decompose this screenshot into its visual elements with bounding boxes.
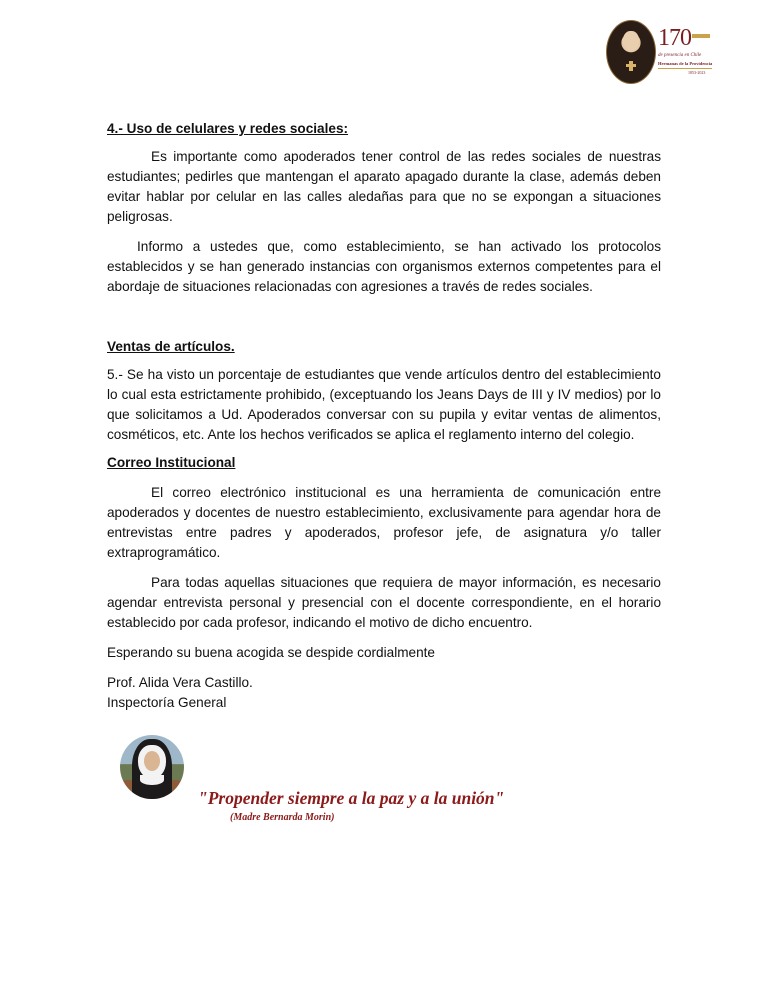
paragraph: El correo electrónico institucional es una herramienta de comunicación entre apoderados y docentes de nuestro establecimiento, exclusivamente para agendar hora de entrevistas entre padres y apoderados, profesor jefe, de asignatura y/o taller extraprogramático. xyxy=(107,485,661,560)
logo-subtitle: de presencia en Chile xyxy=(658,53,702,58)
madre-bernarda-portrait-image xyxy=(120,735,184,799)
anniversary-logo xyxy=(606,20,712,84)
footer-quote-author: (Madre Bernarda Morin) xyxy=(230,812,335,823)
section-heading-correo: Correo Institucional xyxy=(107,455,236,470)
founder-portrait-image xyxy=(606,20,656,84)
closing-line: Esperando su buena acogida se despide cordialmente xyxy=(107,645,435,660)
paragraph: 5.- Se ha visto un porcentaje de estudiantes que vende artículos dentro del establecimiento lo cual esta estrictamente prohibido, (exceptuando los Jeans Days de III y IV medios) por lo que solicitamos a Ud. Apoderados conversar con su pupila y evitar ventas de alimentos, cosméticos, etc. Ante los hechos verificados se aplica el reglamento interno del colegio. xyxy=(107,367,661,442)
paragraph: Es importante como apoderados tener control de las redes sociales de nuestras estudiantes; pedirles que mantengan el aparato apagado durante la clase, además deben evitar hablar por celular en las calles aledañas para que no se expongan a situaciones peligrosas. xyxy=(107,149,661,224)
logo-years: 1853-2023 xyxy=(688,70,706,75)
logo-org: Hermanas de la Providencia xyxy=(658,61,713,66)
signature-name: Prof. Alida Vera Castillo. xyxy=(107,675,253,690)
section-heading-celulares: 4.- Uso de celulares y redes sociales: xyxy=(107,121,349,136)
paragraph: Informo a ustedes que, como establecimiento, se han activado los protocolos establecidos y se han generado instancias con organismos externos competentes para el abordaje de situaciones relacionadas con agresiones a través de redes sociales. xyxy=(107,239,661,294)
signature-title: Inspectoría General xyxy=(107,695,227,710)
section-heading-ventas: Ventas de artículos. xyxy=(107,339,235,354)
logo-number: 170 xyxy=(658,25,691,51)
cross-icon xyxy=(629,61,633,71)
footer-quote: "Propender siempre a la paz y a la unión" xyxy=(198,788,505,808)
paragraph: Para todas aquellas situaciones que requiera de mayor información, es necesario agendar entrevista personal y presencial con el docente correspondiente, en el horario establecido por cada profesor, indicando el motivo de dicho encuentro. xyxy=(107,575,661,630)
letter-body xyxy=(107,119,661,713)
